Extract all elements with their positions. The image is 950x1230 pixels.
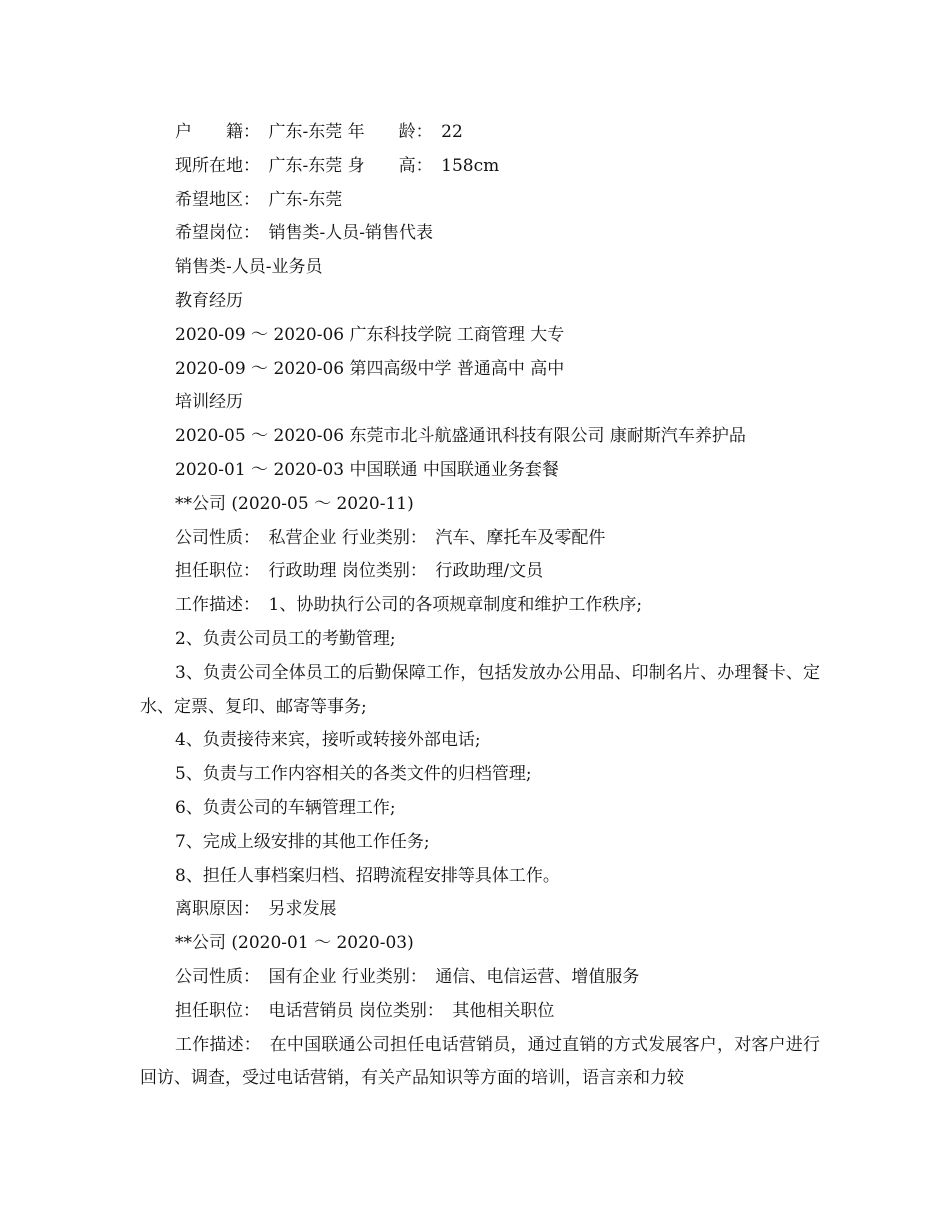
- field-desired-position-2: 销售类-人员-业务员: [175, 257, 323, 278]
- field-location-height: 现所在地： 广东-东莞 身 高： 158cm: [175, 155, 500, 176]
- job-duty-item: 6、负责公司的车辆管理工作;: [175, 797, 396, 818]
- training-entry: 2020-01 ～ 2020-03 中国联通 中国联通业务套餐: [175, 459, 559, 480]
- job-description: 工作描述： 在中国联通公司担任电话营销员，通过直销的方式发展客户，对客户进行回访、调查，受过电话营销，有关产品知识等方面的培训，语言亲和力较: [140, 1034, 820, 1089]
- training-entry: 2020-05 ～ 2020-06 东莞市北斗航盛通讯科技有限公司 康耐斯汽车养护品: [175, 426, 746, 447]
- job-duty-item: 5、负责与工作内容相关的各类文件的归档管理;: [175, 764, 532, 785]
- job-heading: **公司 (2020-01 ～ 2020-03): [175, 933, 414, 954]
- job-company-nature: 公司性质： 国有企业 行业类别： 通信、电信运营、增值服务: [175, 966, 640, 987]
- job-leave-reason: 离职原因： 另求发展: [175, 899, 337, 920]
- job-duty-item: 8、担任人事档案归档、招聘流程安排等具体工作。: [175, 865, 560, 886]
- job-duty-item: 4、负责接待来宾，接听或转接外部电话;: [175, 730, 481, 751]
- education-entry: 2020-09 ～ 2020-06 第四高级中学 普通高中 高中: [175, 358, 565, 379]
- resume-body: [140, 116, 820, 1096]
- education-entry: 2020-09 ～ 2020-06 广东科技学院 工商管理 大专: [175, 324, 565, 345]
- job-position: 担任职位： 行政助理 岗位类别： 行政助理/文员: [175, 561, 544, 582]
- job-position: 担任职位： 电话营销员 岗位类别： 其他相关职位: [175, 1000, 555, 1021]
- field-hukou-age: 户 籍： 广东-东莞 年 龄： 22: [175, 122, 463, 142]
- job-duty-item: 3、负责公司全体员工的后勤保障工作，包括发放办公用品、印制名片、办理餐卡、定水、定票、复印、邮寄等事务;: [140, 662, 820, 717]
- field-desired-position: 希望岗位： 销售类-人员-销售代表: [175, 223, 433, 244]
- job-heading: **公司 (2020-05 ～ 2020-11): [175, 493, 414, 514]
- field-desired-area: 希望地区： 广东-东莞: [175, 189, 343, 210]
- job-company-nature: 公司性质： 私营企业 行业类别： 汽车、摩托车及零配件: [175, 527, 606, 548]
- section-heading-education: 教育经历: [175, 290, 243, 311]
- section-heading-training: 培训经历: [175, 392, 243, 413]
- job-duty-item: 2、负责公司员工的考勤管理;: [175, 628, 396, 649]
- job-description: 工作描述： 1、协助执行公司的各项规章制度和维护工作秩序;: [175, 595, 643, 616]
- job-duty-item: 7、完成上级安排的其他工作任务;: [175, 831, 430, 852]
